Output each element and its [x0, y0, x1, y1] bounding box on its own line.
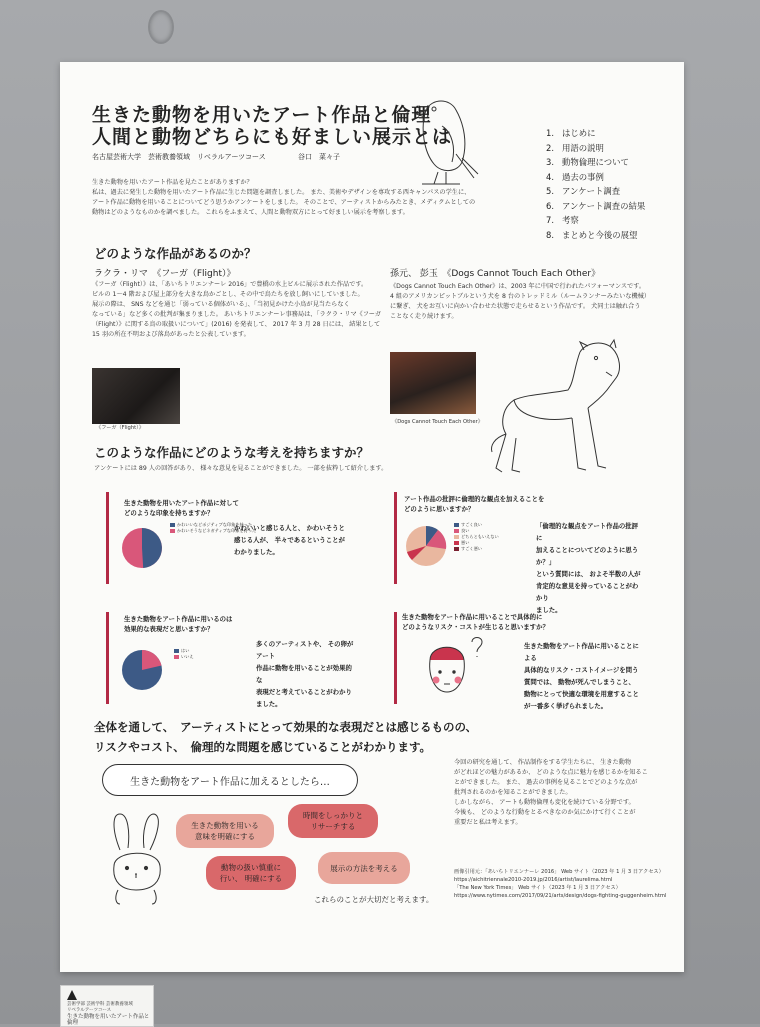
intro-line: 動物はどのようなものかを調べました。 これらをふまえて、人間と動物双方にとって好ましい展示を考察します。	[92, 209, 409, 216]
question-card-2	[394, 492, 642, 614]
work2-photo	[390, 352, 476, 414]
work2-caption: 《Dogs Cannot Touch Each Other》	[392, 419, 483, 425]
question-card-1	[106, 492, 354, 584]
pie-chart-q1	[120, 526, 164, 570]
intro-text	[92, 178, 512, 218]
reference-line: https://www.nytimes.com/2017/09/21/arts/design/dogs-fighting-guggenheim.html	[454, 893, 667, 899]
table-of-contents	[546, 126, 645, 242]
toc-item: 5. アンケート調査	[546, 186, 621, 196]
pills-footer: これらのことが大切だと考えます。	[314, 895, 434, 904]
legend: かわいいなどポジティブな印象を持った かわいそうなどネガティブな印象を持った	[170, 522, 256, 534]
reference-line: https://aichitriennale2010-2019.jp/2016/artist/laurelima.html	[454, 877, 613, 883]
text-line: 今回の研究を通して、 作品制作をする学生たちに、 生きた動物	[454, 759, 632, 766]
answer-comment: かわいいと感じる人と、 かわいそうと 感じる人が、 半々であるということが わかりました。	[234, 524, 345, 556]
bird-illustration-icon	[412, 92, 480, 190]
wall-nail	[148, 10, 174, 44]
answer-comment: 生きた動物をアート作品に用いることによる 具体的なリスク・コストイメージを問う 質問では、 動物が死んでしまうこと、 動物にとって快適な環境を用意すること が一番多く挙げられました。	[524, 642, 639, 710]
legend: はい いいえ	[174, 648, 194, 660]
accent-bar	[394, 612, 397, 704]
work1-title: ラクラ・リマ 《フーガ（Flight）》	[94, 269, 236, 279]
accent-bar	[394, 492, 397, 584]
section-heading-works: どのような作品があるのか？	[94, 246, 257, 261]
legend: すごく良い 良い どちらともいえない 悪い すごく悪い	[454, 522, 499, 552]
closing-text	[454, 758, 680, 828]
action-pill-purpose: 生きた動物を用いる 意味を明確にする	[176, 814, 274, 848]
affiliation: 名古屋芸術大学 芸術教養領域 リベラルアーツコース	[92, 153, 266, 161]
text-line: ことなく走り続けます。	[390, 313, 458, 320]
question-text: 生きた動物をアート作品に用いることで具体的に どのようなリスク・コストが生じると思いますか？	[402, 613, 549, 631]
toc-item: 1. はじめに	[546, 128, 596, 138]
question-card-3	[106, 612, 354, 708]
accent-bar	[106, 492, 109, 584]
text-line: 重要だと私は考えます。	[454, 819, 522, 826]
text-line: しかしながら、 アートも動物倫理も変化を続けている分野です。	[454, 799, 635, 806]
text-line: 展示の際は、 SNS などを通じ「弱っている個体がいる」、「当初見かけた小鳥が見当たらなく	[92, 301, 350, 308]
question-text: 生きた動物をアート作品に用いるのは 効果的な表現だと思いますか？	[124, 615, 233, 633]
action-pill-handling: 動物の扱い慎重に 行い、 明確にする	[206, 856, 296, 890]
thinking-girl-illustration-icon	[420, 636, 486, 698]
intro-line: 私は、過去に発生した動物を用いたアート作品に生じた問題を調査しました。 また、美術やデザインを専攻する西キャンパスの学生に、	[92, 189, 471, 196]
answer-comment: 「倫理的な観点をアート作品の批評に 加えることについてどのように思うか？」 という質問には、 およそ半数の人が 肯定的な意見を持っていることがわかり ました。	[536, 522, 641, 614]
poster	[60, 62, 684, 972]
answer-comment: 多くのアーティストや、 その卵がアート 作品に動物を用いることが効果的な 表現だと考えていることがわかりました。	[256, 640, 354, 708]
text-line: 今後も、 どのような行動をとるべきなのか気にかけて行くことが	[454, 809, 636, 816]
reference-line: 画像引用元：「あいちトリエンナーレ 2016」 Web サイト（2023 年 1 月 3 日アクセス）	[454, 869, 664, 875]
work2-description	[390, 282, 680, 322]
question-text: 生きた動物を用いたアート作品に対して どのような印象を持ちますか？	[124, 499, 239, 517]
intro-line: アート作品に動物を用いることについてどう思うかアンケートをしました。 そのことで、アーティストからみたとき、メディクムとしての	[92, 199, 476, 206]
text-line: 《Dogs Cannot Touch Each Other》は、2003 年に中国で行われたパフォーマンスです。	[390, 283, 646, 290]
text-line: （Flight）》に関する鳥の取扱いについて」(2016) を発表して、 2017 年 3 月 28 日には、 結果として	[92, 321, 381, 328]
conclusion-line-1: 全体を通して、 アーティストにとって効果的な表現だとは感じるものの、	[94, 720, 478, 734]
author: 谷口 菜々子	[298, 153, 340, 161]
toc-item: 7. 考察	[546, 215, 579, 225]
section-heading-survey: このような作品にどのような考えを持ちますか？	[94, 445, 370, 460]
question-card-4	[394, 612, 642, 710]
placard-text: 芸術学部 芸術学科 芸術教養領域 リベラルアーツコース 生きた動物を用いたアート作品と倫理	[67, 1002, 150, 1026]
references	[454, 868, 680, 900]
text-line: なっている」など多くの批判が集まりました。 あいちトリエンナーレ事務局は、「ラクラ・リマ《フーガ	[92, 311, 381, 318]
pie-slice-positive	[142, 528, 162, 568]
pie-chart-q2	[404, 524, 448, 568]
action-pill-research: 時間をしっかりと リサーチする	[288, 804, 378, 838]
toc-item: 6. アンケート調査の結果	[546, 200, 646, 211]
text-line: 4 組のアメリカンピットブルという犬を 8 台のトレッドミル（ルームランナーみたいな機械）	[390, 293, 651, 300]
conclusion-line-2: リスクやコスト、 倫理的な問題を感じていることがわかります。	[94, 740, 432, 754]
title-line-2: 人間と動物どちらにも好ましい展示とは	[92, 126, 453, 148]
title-line-1: 生きた動物を用いたアート作品と倫理	[92, 104, 432, 126]
toc-item: 8. まとめと今後の展望	[546, 229, 638, 240]
survey-intro: アンケートには 89 人の回答があり、 様々な意見を見ることができました。 一部を抜粋して紹介します。	[94, 465, 388, 472]
intro-line: 生きた動物を用いたアート作品を見たことがありますか？	[92, 179, 253, 186]
work1-caption: 《フーガ（Flight）》	[96, 425, 144, 431]
question-text: アート作品の批評に倫理的な観点を加えることを どのように思いますか？	[404, 495, 545, 513]
text-line: 《フーガ（Flight）》は、「あいちトリエンナーレ 2016」で豊橋の水上ビルに展示された作品です。	[92, 281, 368, 288]
text-line: に繋ぎ、 犬をお互いに向かい合わせた状態で走らせるという作品です。 犬同士は触れ合う	[390, 303, 641, 310]
text-line: ビルの 1〜4 階および屋上部分を大きな鳥かごとし、その中で鳥たちを放し飼いにしていました。	[92, 291, 364, 298]
text-line: とができました。 また、 過去の事例を見ることでどのような点が	[454, 779, 638, 786]
action-pill-display: 展示の方法を考える	[318, 852, 410, 884]
text-line: 批判されるのかを知ることができました。	[454, 789, 572, 796]
reference-line: 「The New York Times」 Web サイト（2023 年 1 月 3 日アクセス）	[454, 885, 621, 891]
dog-illustration-icon	[488, 338, 638, 480]
speech-bubble: 生きた動物をアート作品に加えるとしたら…	[102, 764, 358, 796]
toc-item: 3. 動物倫理について	[546, 157, 629, 167]
toc-item: 4. 過去の事例	[546, 171, 604, 182]
school-logo-icon	[67, 990, 77, 1000]
work1-description	[92, 280, 402, 340]
accent-bar	[106, 612, 109, 704]
work2-title: 孫元、 彭玉 《Dogs Cannot Touch Each Other》	[390, 269, 601, 279]
placard	[60, 985, 154, 1027]
text-line: がどれほどの魅力があるか、 どのような点に魅力を感じるかを知るこ	[454, 769, 648, 776]
pie-chart-q3	[120, 648, 164, 692]
work1-photo	[92, 368, 180, 424]
toc-item: 2. 用語の説明	[546, 142, 604, 153]
text-line: 15 羽の所在不明および落鳥があったと公表しています。	[92, 331, 250, 338]
rabbit-illustration-icon	[100, 810, 172, 906]
